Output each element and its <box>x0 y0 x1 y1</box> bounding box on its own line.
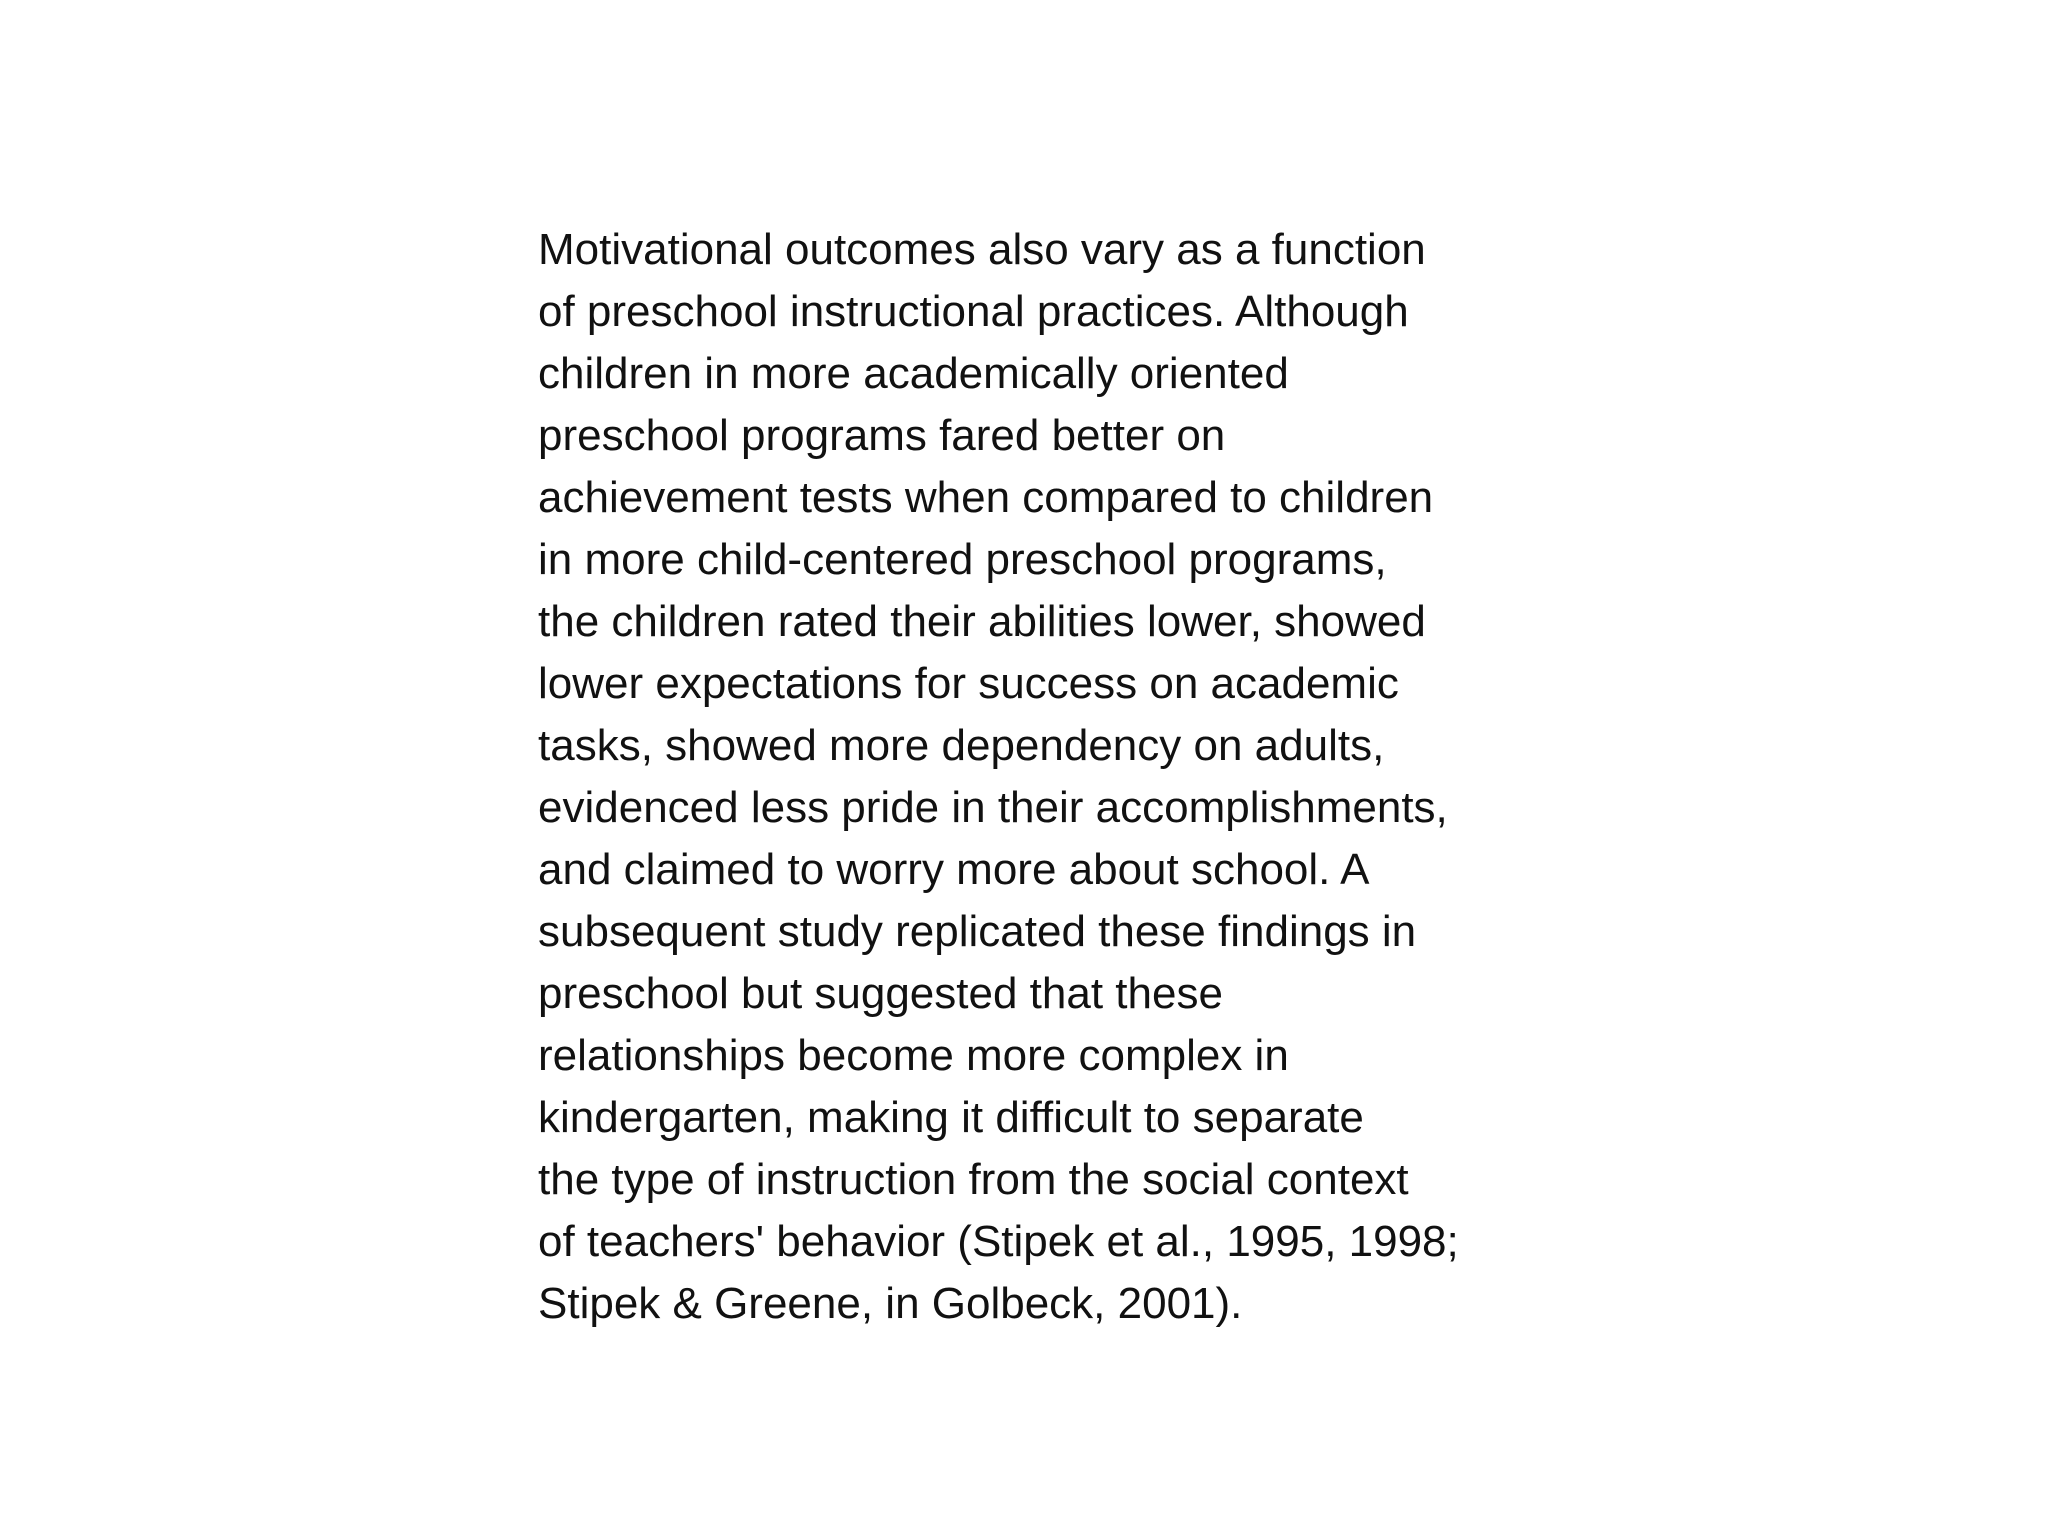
paragraph-line: of preschool instructional practices. Although <box>538 287 1409 336</box>
paragraph-line: children in more academically oriented <box>538 349 1289 398</box>
paragraph-line: lower expectations for success on academic <box>538 659 1399 708</box>
paragraph-line: in more child-centered preschool programs, <box>538 535 1387 584</box>
paragraph-line: relationships become more complex in <box>538 1031 1289 1080</box>
paragraph-line: kindergarten, making it difficult to separate <box>538 1093 1364 1142</box>
paragraph-line: achievement tests when compared to children <box>538 473 1434 522</box>
paragraph-line: and claimed to worry more about school. A <box>538 845 1370 894</box>
paragraph-line: Motivational outcomes also vary as a function <box>538 225 1426 274</box>
paragraph-line: evidenced less pride in their accomplishments, <box>538 783 1448 832</box>
paragraph-line: of teachers' behavior (Stipek et al., 1995, 1998; <box>538 1217 1459 1266</box>
paragraph-line: preschool programs fared better on <box>538 411 1226 460</box>
body-paragraph <box>538 219 1638 1335</box>
paragraph-line: subsequent study replicated these findings in <box>538 907 1417 956</box>
paragraph-line: preschool but suggested that these <box>538 969 1223 1018</box>
paragraph-line: Stipek & Greene, in Golbeck, 2001). <box>538 1279 1243 1328</box>
paragraph-line: the type of instruction from the social context <box>538 1155 1409 1204</box>
paragraph-line: tasks, showed more dependency on adults, <box>538 721 1385 770</box>
paragraph-line: the children rated their abilities lower, showed <box>538 597 1426 646</box>
